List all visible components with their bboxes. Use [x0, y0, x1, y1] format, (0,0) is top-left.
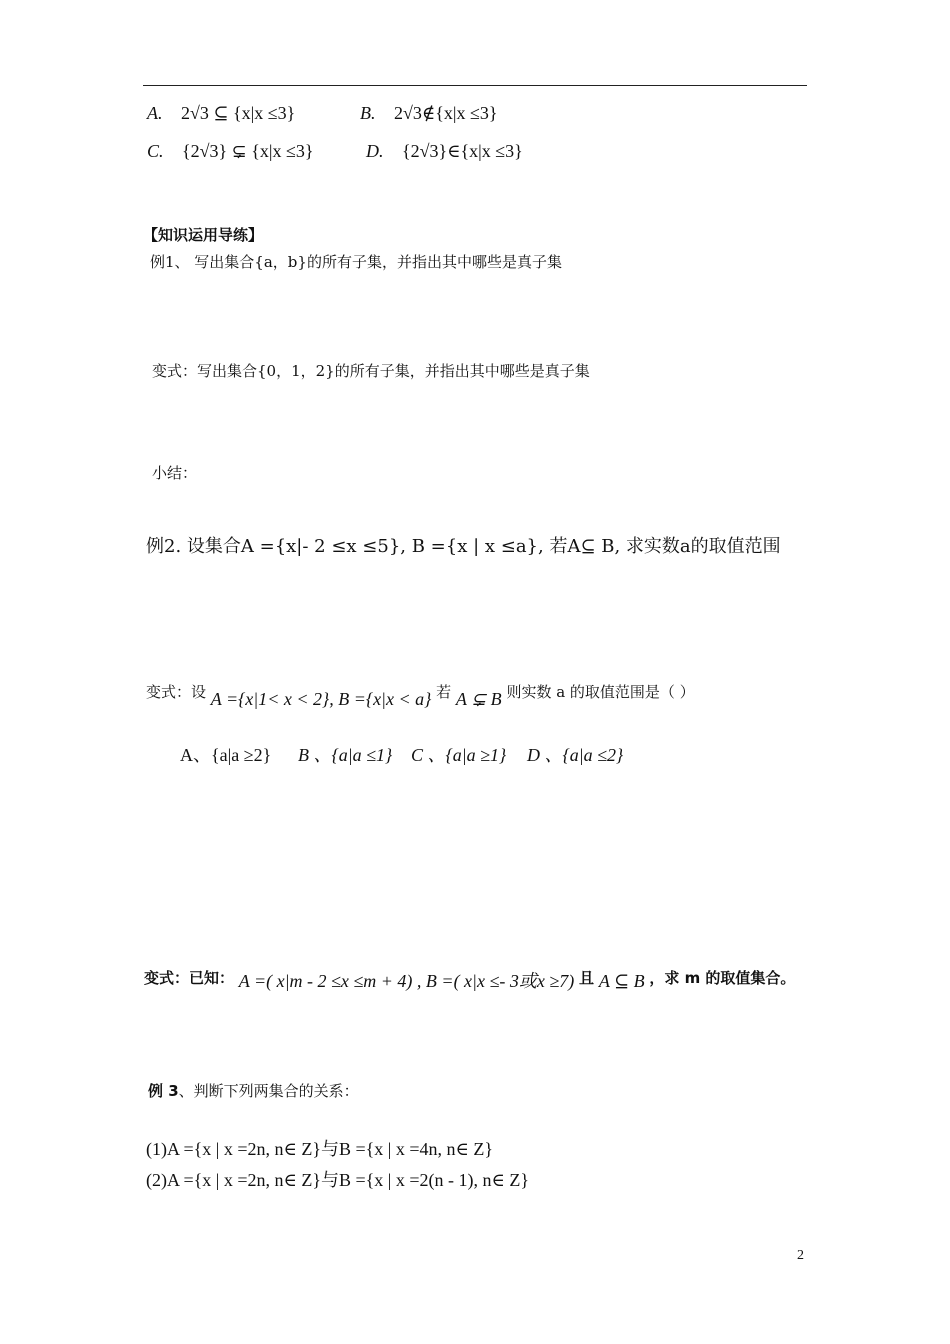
page-number: 2 — [797, 1248, 804, 1263]
option2-c: C 、{a|a ≥1} — [411, 745, 507, 765]
variant-2-subset: A ⊊ B — [455, 689, 502, 709]
section-heading: 【知识运用导练】 — [143, 226, 264, 244]
option-b-expr: 2√3∉{x|x ≤3} — [394, 103, 498, 123]
variant-3-suffix: ，求 m 的取值集合。 — [649, 969, 796, 987]
option2-b: B 、{a|a ≤1} — [298, 745, 393, 765]
option-c-expr: {2√3} ⊊ {x|x ≤3} — [182, 141, 314, 161]
option-b-label: B. — [360, 103, 376, 123]
option-a-label: A. — [147, 103, 163, 123]
variant-2-sets: A ={x|1< x < 2}, B ={x|x < a} — [210, 689, 432, 709]
variant-2-if: 若 — [436, 683, 452, 701]
option-d-expr: {2√3}∈{x|x ≤3} — [402, 141, 523, 161]
option-a — [147, 102, 295, 124]
example-3 — [148, 1080, 359, 1102]
header-rule — [143, 85, 807, 86]
variant-3-expr: A =( x|m - 2 ≤x ≤m + 4) , B =( x|x ≤- 3或x ≥7) — [238, 971, 575, 991]
variant-3 — [144, 966, 795, 989]
variant-2-suffix: 则实数 a 的取值范围是（ ） — [506, 683, 695, 701]
option-c-label: C. — [147, 141, 164, 161]
example-1: 例1、 写出集合{a，b}的所有子集，并指出其中哪些是真子集 — [150, 253, 562, 271]
variant-2 — [146, 680, 695, 709]
variant-3-and: 且 — [579, 969, 595, 987]
option2-d: D 、{a|a ≤2} — [527, 745, 624, 765]
variant-2-prefix: 变式：设 — [146, 683, 207, 701]
option2-a: A、{a|a ≥2} — [180, 745, 272, 765]
example-3-line-1: (1)A ={x | x =2n, n∈ Z}与B ={x | x =4n, n∈ Z} — [146, 1139, 494, 1159]
variant-3-subset: A ⊆ B — [598, 971, 645, 991]
summary-label: 小结： — [152, 464, 198, 482]
option-d-label: D. — [366, 141, 384, 161]
option-b — [360, 102, 497, 124]
example-2: 例2. 设集合A ={x|- 2 ≤x ≤5}, B ={x | x ≤a}, 若A⊆ B, 求实数a的取值范围 — [146, 536, 781, 557]
variant-3-prefix: 变式：已知： — [144, 969, 235, 987]
example-3-text: 、判断下列两集合的关系： — [178, 1082, 359, 1100]
option-d — [366, 140, 523, 162]
example-3-label: 例 3 — [148, 1082, 179, 1100]
variant-1: 变式：写出集合{0，1，2}的所有子集，并指出其中哪些是真子集 — [152, 362, 590, 380]
example-3-line-2: (2)A ={x | x =2n, n∈ Z}与B ={x | x =2(n - 1), n∈ Z} — [146, 1170, 529, 1190]
option-a-expr: 2√3 ⊆ {x|x ≤3} — [181, 103, 296, 123]
option-c — [147, 140, 314, 162]
